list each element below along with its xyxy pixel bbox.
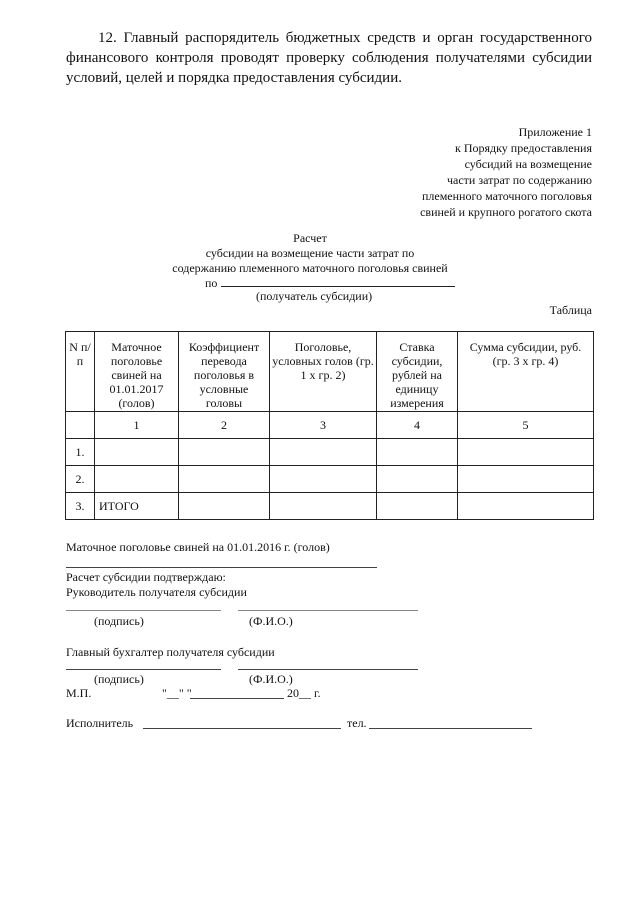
header-cell: Коэффициент перевода поголовья в условные головы	[179, 332, 270, 412]
column-number-row	[66, 412, 594, 439]
confirm-label: Расчет субсидии подтверждаю:	[66, 570, 226, 584]
column-number: 2	[179, 412, 270, 439]
column-number	[66, 412, 95, 439]
table-cell[interactable]	[95, 439, 179, 466]
table-cell[interactable]	[377, 439, 458, 466]
stamp-label: М.П.	[66, 686, 92, 700]
fio-caption: (Ф.И.О.)	[249, 614, 293, 628]
column-number: 4	[377, 412, 458, 439]
appendix-line: к Порядку предоставления	[454, 141, 592, 155]
table-cell[interactable]	[458, 439, 594, 466]
date-day: "__" "	[162, 686, 192, 700]
table-row	[66, 439, 594, 466]
phone-label: тел.	[347, 716, 367, 730]
row-number: 1.	[66, 439, 95, 466]
executor-label: Исполнитель	[66, 716, 134, 730]
column-number: 1	[95, 412, 179, 439]
date-month-blank[interactable]	[190, 698, 284, 699]
table-cell[interactable]	[377, 466, 458, 493]
header-cell: Сумма субсидии, руб. (гр. 3 x гр. 4)	[458, 332, 594, 412]
table-cell[interactable]	[95, 466, 179, 493]
table-cell[interactable]	[270, 493, 377, 520]
column-number: 5	[458, 412, 594, 439]
signature-caption: (подпись)	[94, 614, 144, 628]
table-cell[interactable]	[270, 466, 377, 493]
herd-line-label: Маточное поголовье свиней на 01.01.2016 г. (голов)	[66, 540, 330, 554]
signature-caption: (подпись)	[94, 672, 144, 686]
row-number: 3.	[66, 493, 95, 520]
table-cell[interactable]	[458, 466, 594, 493]
subsidy-table	[65, 331, 594, 520]
appendix-line: племенного маточного поголовья	[421, 189, 592, 203]
total-label: ИТОГО	[95, 493, 179, 520]
accountant-label: Главный бухгалтер получателя субсидии	[66, 645, 275, 659]
table-caption: Таблица	[549, 303, 592, 317]
executor-blank[interactable]	[143, 728, 341, 729]
for-label: по	[205, 276, 218, 290]
appendix-line: субсидий на возмещение	[464, 157, 592, 171]
head-signature-blank[interactable]	[66, 610, 221, 611]
table-cell[interactable]	[458, 493, 594, 520]
calculation-title	[90, 231, 530, 276]
table-cell[interactable]	[179, 439, 270, 466]
appendix-line: свиней и крупного рогатого скота	[420, 205, 592, 219]
header-cell: Поголовье, условных голов (гр. 1 x гр. 2)	[270, 332, 377, 412]
title-line: субсидии на возмещение части затрат по	[205, 246, 415, 260]
accountant-fio-blank[interactable]	[238, 669, 418, 670]
head-fio-blank[interactable]	[238, 610, 418, 611]
header-cell: N п/п	[66, 332, 95, 412]
date-year: 20__ г.	[287, 686, 321, 700]
table-row-total	[66, 493, 594, 520]
header-cell: Ставка субсидии, рублей на единицу измерения	[377, 332, 458, 412]
table-cell[interactable]	[270, 439, 377, 466]
herd-line-blank[interactable]	[66, 567, 377, 568]
accountant-signature-blank[interactable]	[66, 669, 221, 670]
appendix-line: Приложение 1	[518, 125, 592, 139]
row-number: 2.	[66, 466, 95, 493]
table-header-row	[66, 332, 594, 412]
table-row	[66, 466, 594, 493]
appendix-line: части затрат по содержанию	[446, 173, 592, 187]
title-line: содержанию племенного маточного поголовья свиней	[172, 261, 448, 275]
recipient-blank[interactable]	[221, 275, 455, 287]
column-number: 3	[270, 412, 377, 439]
table-cell[interactable]	[179, 466, 270, 493]
paragraph-12: 12. Главный распорядитель бюджетных средств и орган государственного финансового контроля проводят проверку соблюдения получателями субсидии условий, целей и порядка предоставления субсидии.	[66, 30, 592, 86]
head-label: Руководитель получателя субсидии	[66, 585, 247, 599]
phone-blank[interactable]	[369, 728, 532, 729]
title-line: Расчет	[293, 231, 327, 245]
table-cell[interactable]	[377, 493, 458, 520]
appendix-block	[332, 124, 592, 220]
fio-caption: (Ф.И.О.)	[249, 672, 293, 686]
header-cell: Маточное поголовье свиней на 01.01.2017 (голов)	[95, 332, 179, 412]
table-cell[interactable]	[179, 493, 270, 520]
recipient-caption: (получатель субсидии)	[256, 289, 373, 303]
